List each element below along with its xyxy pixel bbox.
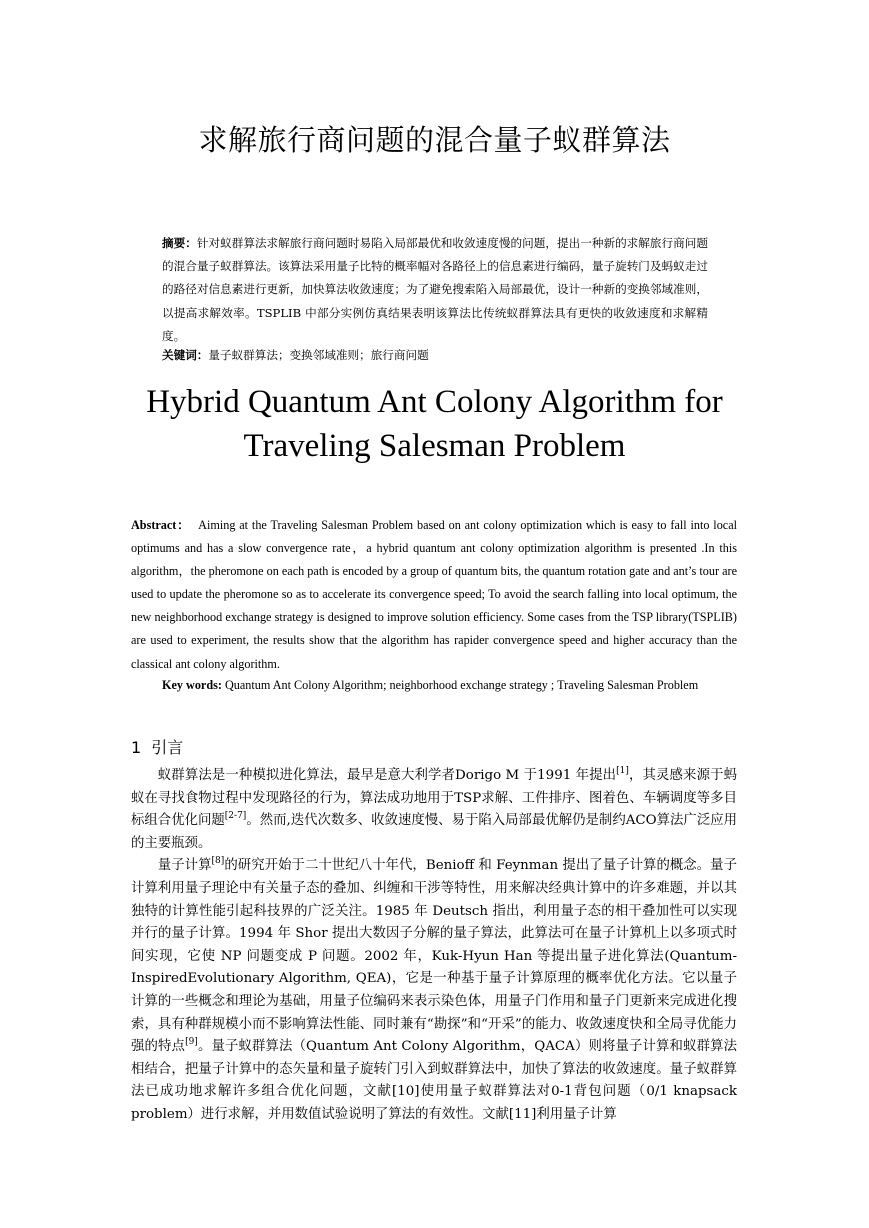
section-title: 引言 (151, 738, 184, 757)
citation: [1] (616, 766, 629, 776)
paragraph-1-text-c: 。然而,迭代次数多、收敛速度慢、易于陷入局部最优解仍是制约ACO算法广泛应用的主要瓶颈。 (131, 813, 738, 851)
chinese-keywords (162, 345, 708, 365)
paragraph-2-text-c: 。量子蚁群算法（Quantum Ant Colony Algorithm，QACA）则将量子计算和蚁群算法相结合，把量子计算中的态矢量和量子旋转门引入到蚁群算法中，加快了算法的收敛速度。量子蚁群算法已成功地求解许多组合优化问题，文献[10]使用量子蚁群算法对0-1背包问题（0/1 knapsack problem）进行求解，并用数值试验说明了算法的有效性。文献[11]利用量子计算 (131, 1039, 737, 1122)
body-text (131, 765, 737, 1127)
section-heading (131, 735, 183, 758)
chinese-abstract (162, 232, 708, 348)
chinese-title: 求解旅行商问题的混合量子蚁群算法 (198, 123, 671, 157)
citation: [2-7] (224, 811, 247, 822)
paragraph-2-text-a: 量子计算 (157, 858, 212, 874)
paragraph-2 (131, 855, 737, 1126)
english-keywords-label: Key words: (162, 678, 222, 692)
english-title-line-1: Hybrid Quantum Ant Colony Algorithm for (146, 384, 723, 420)
section-number: 1 (131, 738, 142, 757)
paragraph-1-text-a: 蚁群算法是一种模拟进化算法，最早是意大利学者Dorigo M 于1991 年提出 (157, 768, 617, 783)
chinese-keywords-label: 关键词： (162, 348, 209, 362)
english-abstract-label: Abstract： (131, 518, 191, 532)
chinese-abstract-text: 针对蚁群算法求解旅行商问题时易陷入局部最优和收敛速度慢的问题，提出一种新的求解旅行商问题的混合量子蚁群算法。该算法采用量子比特的概率幅对各路径上的信息素进行编码，量子旋转门及蚂蚁走过的路径对信息素进行更新，加快算法收敛速度；为了避免搜索陷入局部最优，设计一种新的变换邻域准则，以提高求解效率。TSPLIB 中部分实例仿真结果表明该算法比传统蚁群算法具有更快的收敛速度和求解精度。 (162, 236, 708, 343)
citation: [8] (211, 856, 225, 867)
chinese-abstract-label: 摘要： (162, 236, 197, 250)
citation: [9] (185, 1037, 198, 1048)
paragraph-1 (131, 765, 737, 855)
english-title-line-2: Traveling Salesman Problem (243, 428, 626, 464)
english-keywords (162, 674, 722, 697)
chinese-keywords-text: 量子蚁群算法；变换邻域准则；旅行商问题 (208, 348, 429, 362)
english-title (0, 380, 869, 468)
paragraph-1-text-b: ，其灵感来源于蚂蚁在寻找食物过程中发现路径的行为，算法成功地用于TSP求解、工件排序、图着色、车辆调度等多目标组合优化问题 (131, 768, 737, 829)
paragraph-2-text-b: 的研究开始于二十世纪八十年代，Benioff 和 Feynman 提出了量子计算的概念。量子计算利用量子理论中有关量子态的叠加、纠缠和干涉等特性，用来解决经典计算中的许多难题，并以其独特的计算性能引起科技界的广泛关注。1985 年 Deutsch 指出，利用量子态的相干叠加性可以实现并行的量子计算。1994 年 Shor 提出大数因子分解的量子算法，此算法可在量子计算机上以多项式时间实现，它使 NP 问题变成 P 问题。2002 年，Kuk-Hyun Han 等提出量子进化算法(Quantum-InspiredEvolutionary Algorithm, QEA)，它是一种基于量子计算原理的概率优化方法。它以量子计算的一些概念和理论为基础，用量子位编码来表示染色体，用量子门作用和量子门更新来完成进化搜索，具有种群规模小而不影响算法性能、同时兼有“勘探”和“开采”的能力、收敛速度快和全局寻优能力强的特点 (131, 858, 738, 1055)
english-keywords-text: Quantum Ant Colony Algorithm; neighborhood exchange strategy ; Traveling Salesman Problem (224, 678, 699, 692)
english-abstract (131, 514, 737, 676)
english-abstract-text: Aiming at the Traveling Salesman Problem based on ant colony optimization which is easy to fall into local optimums and has a slow convergence rate，a hybrid quantum ant colony optimization algorithm is presented .In this algorithm，the pheromone on each path is encoded by a group of quantum bits, the quantum rotation gate and ant’s tour are used to update the pheromone so as to accelerate its convergence speed; To avoid the search falling into local optimum, the new neighborhood exchange strategy is designed to improve solution efficiency. Some cases from the TSP library(TSPLIB) are used to experiment, the results show that the algorithm has rapider convergence speed and higher accuracy than the classical ant colony algorithm. (131, 518, 737, 671)
